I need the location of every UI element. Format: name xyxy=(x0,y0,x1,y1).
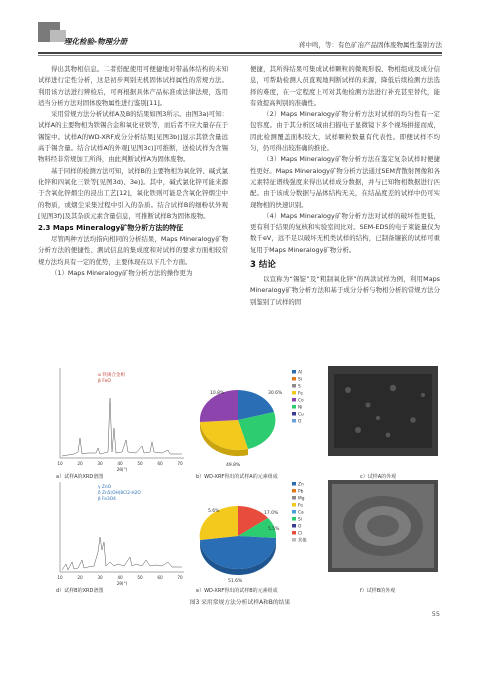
figure-3 xyxy=(38,360,442,610)
svg-text:Cu: Cu xyxy=(298,412,304,418)
pie-b-legend xyxy=(292,482,307,544)
svg-text:30: 30 xyxy=(97,575,103,580)
page-number: 55 xyxy=(431,610,440,618)
svg-text:Fe: Fe xyxy=(298,503,303,509)
xrd-b-ticks xyxy=(57,575,183,580)
svg-text:Co: Co xyxy=(298,398,304,404)
pie-a-label-1: 30.6% xyxy=(268,391,283,396)
paragraph: （1）Maps Mineralogy矿物分析方法的操作更为 xyxy=(51,269,193,278)
caption-d: d）试样B的XRD谱图 xyxy=(56,588,104,594)
left-column xyxy=(38,64,228,279)
xrd-a-trace xyxy=(62,398,182,456)
section-heading-conclusion: 3 结论 xyxy=(250,260,276,271)
svg-text:10: 10 xyxy=(57,461,63,466)
svg-text:Mg: Mg xyxy=(298,496,305,502)
paragraph: 得出其物相信息。二者搭配使用可便捷地对带晶体结构的未知试样进行定性分析，这是初步判别无机固体试样属性的常规方法。利用该方法进行辨检后，可再根据具体产品标准或法律法规，选用适当分析方法对固体废物属性进行鉴别[11]。 xyxy=(38,65,228,107)
paragraph: （4）Maps Mineralogy矿物分析方法对试样的破坏性更低，更有利于结果的复核和实验室间比对。SEM-EDS的电子束能量仅为数千eV，远不足以破坏无机类试样的结构，已制备镶嵌的试样可重复用于Maps Mineralogy矿物分析。 xyxy=(250,211,440,254)
right-column xyxy=(250,64,440,308)
svg-text:50: 50 xyxy=(137,461,143,466)
svg-text:70: 70 xyxy=(177,575,183,580)
caption-f: f）试样B的外观 xyxy=(360,588,396,594)
paragraph: 便捷，其所得结果可集成试样颗粒的微观形貌、物相组成及成分信息，可帮助检测人员直观地判断试样的来源，降低后续检测方法选择的难度，在一定程度上可对其他检测方法进行补充甚至替代，能有效提高判别的准确性。 xyxy=(250,65,440,107)
svg-text:Cl: Cl xyxy=(298,531,303,537)
svg-text:60: 60 xyxy=(157,461,163,466)
caption-a: a）试样A的XRD谱图 xyxy=(56,474,104,480)
caption-c: c）试样A的外观 xyxy=(360,474,397,480)
svg-text:Fe: Fe xyxy=(298,391,303,397)
xrd-a-xlabel: 2θ(°) xyxy=(116,467,128,472)
xrd-a-legend-1: β FeO xyxy=(98,379,111,384)
svg-text:60: 60 xyxy=(157,575,163,580)
svg-text:70: 70 xyxy=(177,461,183,466)
paragraph: 以宣称为“锡锭”及“粗制氧化锌”的两款试样为例，利用Maps Mineralogy矿物分析方法和基于成分分析与物相分析的常规方法分别鉴别了试样的固 xyxy=(250,275,440,306)
svg-text:20: 20 xyxy=(77,461,83,466)
journal-logo-text: 理化检验-物理分册 xyxy=(64,37,128,46)
svg-text:20: 20 xyxy=(77,575,83,580)
xrd-b-xlabel: 2θ(°) xyxy=(116,581,128,586)
pie-b-label-0: 5.6% xyxy=(208,509,220,514)
pie-b-label-3: 51.6% xyxy=(228,579,243,584)
paragraph: 基于同样的检测方法可知，试样B的主要物相为氧化锌、碱式氯化锌和四氧化三铁等[见图3d)、3e)]。其中，碱式氯化锌可能来源于含氧化锌烟尘的浸出工艺[12]，氧化铁则可能是含氧化锌烟尘中的物质，或烟尘采集过程中引入的杂质。结合试样B的细粉状外观[见图3f)]及其杂质元素含量信息，可推断试样B为固体废物。 xyxy=(38,166,228,220)
svg-text:Ca: Ca xyxy=(298,510,304,516)
paragraph: （2）Maps Mineralogy矿物分析方法对试样的均匀性有一定包容度。由于其分析区域由扫描电子显微镜下多个视场拼接而成，因此检测覆盖面积较大，试样颗粒数量有代表性。即便试样不均匀，仍可得出较准确的推论。 xyxy=(250,110,440,153)
paragraph: 尽管两种方法均指向相同的分析结果，Maps Mineralogy矿物分析方法的便捷性、测试信息的集成度和对试样的要求方面相较常规方法均具有一定的优势，主要体现在以下几个方面。 xyxy=(38,235,228,266)
svg-text:Pb: Pb xyxy=(298,489,304,495)
xrd-chart-a xyxy=(57,368,184,472)
xrd-a-ticks xyxy=(57,461,183,466)
xrd-chart-b xyxy=(57,482,184,586)
figure-caption: 图3 采用常规方法分析试样A和B的结果 xyxy=(189,600,291,606)
page-header xyxy=(0,0,480,56)
svg-text:50: 50 xyxy=(137,575,143,580)
pie-a-legend xyxy=(292,370,304,425)
xrd-b-legend-1: δ Zn5(OH)8Cl2·H2O xyxy=(98,491,141,496)
pie-b-label-1: 17.0% xyxy=(264,511,279,516)
xrd-b-legend-2: β Fe3O4 xyxy=(98,497,116,502)
xrd-b-trace xyxy=(62,537,182,570)
svg-text:S: S xyxy=(298,384,301,390)
pie-chart-b xyxy=(200,506,280,584)
svg-text:O: O xyxy=(298,524,302,530)
svg-text:Al: Al xyxy=(298,370,303,376)
svg-text:30: 30 xyxy=(97,461,103,466)
sample-b-texture xyxy=(343,496,423,556)
pie-a-label-2: 49.8% xyxy=(226,463,241,468)
caption-b: b）WD-XRF得出的试样A的元素组成 xyxy=(196,474,278,480)
header-divider xyxy=(38,52,442,54)
svg-text:Zn: Zn xyxy=(298,482,304,488)
xrd-b-legend-0: γ ZnO xyxy=(98,485,111,490)
svg-text:40: 40 xyxy=(117,575,123,580)
section-heading: 2.3 Maps Mineralogy矿物分析方法的特征 xyxy=(38,224,184,233)
svg-text:其他: 其他 xyxy=(298,538,307,544)
svg-text:Si: Si xyxy=(298,517,302,523)
running-title: 蒋中鸣，等：有色矿冶产品固体废物属性鉴别方法 xyxy=(299,41,442,49)
xrd-a-legend-0: α 铁锡合金相 xyxy=(98,373,125,378)
svg-text:10: 10 xyxy=(57,575,63,580)
svg-text:40: 40 xyxy=(117,461,123,466)
pie-chart-a xyxy=(200,390,283,468)
svg-text:O: O xyxy=(298,419,302,425)
pie-b-label-2: 5.5% xyxy=(268,527,280,532)
svg-text:Ni: Ni xyxy=(298,405,303,411)
paragraph: 采用常规方法分析试样A及B的结果如图3所示。由图3a)可知：试样A的主要物相为铁锡合金和氧化亚铁等，而后者不应大量存在于锡锭中。试样A的WD-XRF成分分析结果[见图3b)]显示其铁含量远高于锡含量。结合试样A的外观[见图3c)]可推断，送检试样为含锡物料经非常规加工所得，由此判断试样A为固体废物。 xyxy=(38,110,228,164)
paragraph: （3）Maps Mineralogy矿物分析方法在鉴定复杂试样时便捷性更好。Maps Mineralogy矿物分析方法通过SEM背散射图像和各元素特征谱线强度来得出试样成分数据，并与已知物相数据进行匹配。由于该成分数据与晶体结构无关，在结晶度差的试样中仍可实现物相的快速识别。 xyxy=(250,155,440,209)
svg-text:Si: Si xyxy=(298,377,302,383)
header-divider-thin xyxy=(38,55,442,56)
pie-a-label-0: 10.8% xyxy=(210,391,225,396)
caption-e: e）WD-XRF得出的试样B的元素组成 xyxy=(196,588,278,594)
